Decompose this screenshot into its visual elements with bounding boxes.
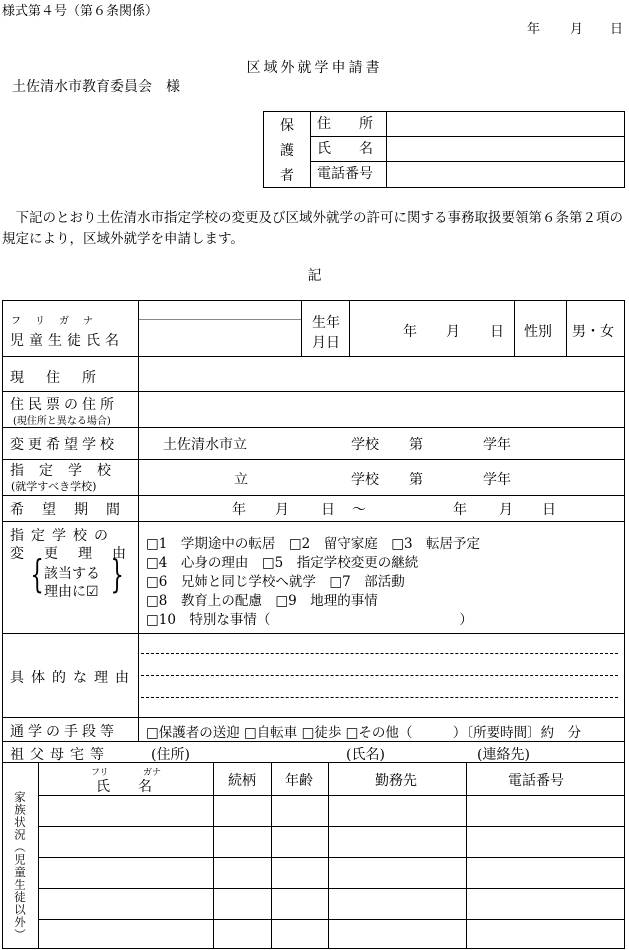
reason-label-1: 指定学校の bbox=[10, 528, 115, 544]
reason-line-1[interactable]: □1 学期途中の転居 □2 留守家庭 □3 転居予定 bbox=[146, 536, 481, 552]
form-title: 区域外就学申請書 bbox=[246, 60, 383, 76]
ki-heading: 記 bbox=[307, 268, 322, 284]
reason-line-3[interactable]: □6 兄姉と同じ学校へ就学 □7 部活動 bbox=[146, 574, 405, 590]
period-label: 希望期間 bbox=[10, 502, 138, 518]
guardian-label bbox=[264, 112, 311, 187]
addressee: 土佐清水市教育委員会 様 bbox=[12, 79, 180, 95]
grandparent-contact[interactable]: (連絡先) bbox=[477, 747, 530, 763]
resident-address-note: (現住所と異なる場合) bbox=[13, 416, 111, 427]
specific-reason-line[interactable] bbox=[141, 653, 618, 654]
intro-paragraph: 下記のとおり土佐清水市指定学校の変更及び区域外就学の許可に関する事務取扱要領第６条第２項の規定により，区域外就学を申請します。 bbox=[2, 210, 623, 247]
designated-school-label: 指定学校 bbox=[10, 463, 126, 479]
guardian-box bbox=[263, 111, 625, 188]
birth-label-1: 生年 bbox=[312, 315, 340, 331]
birth-label-2: 月日 bbox=[312, 335, 340, 351]
family-relation-header: 続柄 bbox=[228, 773, 256, 789]
guardian-address-label: 住 所 bbox=[311, 112, 387, 136]
guardian-label-char: 者 bbox=[280, 168, 294, 184]
designated-grade: 学年 bbox=[483, 472, 511, 488]
form-number: 様式第４号（第６条関係） bbox=[2, 4, 159, 19]
reason-line-4[interactable]: □8 教育上の配慮 □9 地理的事情 bbox=[146, 593, 378, 609]
desired-dai: 第 bbox=[409, 437, 423, 453]
left-brace-icon: { bbox=[30, 552, 44, 596]
date-month: 月 bbox=[570, 22, 584, 37]
specific-reason-line[interactable] bbox=[141, 697, 618, 698]
family-gana: ガナ bbox=[143, 768, 162, 778]
guardian-phone-label: 電話番号 bbox=[311, 162, 387, 188]
period-start-month: 月 bbox=[275, 502, 289, 518]
reason-note-2: 理由に☑ bbox=[44, 584, 99, 600]
desired-school-label: 変更希望学校 bbox=[10, 437, 118, 453]
commute-options[interactable]: □保護者の送迎 □自転車 □徒歩 □その他（ ）〔所要時間〕約 分 bbox=[146, 725, 582, 741]
guardian-address-row[interactable] bbox=[311, 112, 624, 137]
birth-year: 年 bbox=[403, 324, 417, 340]
gender-label: 性別 bbox=[524, 324, 552, 340]
reason-line-2[interactable]: □4 心身の理由 □5 指定学校変更の継続 bbox=[146, 555, 419, 571]
family-side-label: 家族状況（児童生徒以外） bbox=[13, 791, 27, 941]
reason-note-1: 該当する bbox=[44, 566, 100, 582]
family-name-header: 氏 名 bbox=[96, 779, 152, 795]
grandparent-name[interactable]: (氏名) bbox=[346, 747, 385, 763]
period-end-day: 日 bbox=[542, 502, 556, 518]
period-end-month: 月 bbox=[499, 502, 513, 518]
guardian-label-char: 保 bbox=[280, 118, 294, 134]
birth-day: 日 bbox=[490, 324, 504, 340]
current-address-label: 現住所 bbox=[10, 370, 118, 386]
guardian-label-char: 護 bbox=[280, 143, 294, 159]
date-day: 日 bbox=[610, 22, 624, 37]
family-age-header: 年齢 bbox=[285, 773, 313, 789]
reason-line-5[interactable]: □10 特別な事情（ ） bbox=[146, 612, 473, 628]
application-table bbox=[2, 300, 625, 763]
desired-school-city: 土佐清水市立 bbox=[163, 437, 247, 453]
guardian-name-label: 氏 名 bbox=[311, 137, 387, 161]
resident-address-label: 住民票の住所 bbox=[10, 397, 118, 413]
guardian-phone-row[interactable] bbox=[311, 162, 624, 188]
designated-ritsu: 立 bbox=[234, 472, 248, 488]
commute-label: 通学の手段等 bbox=[10, 724, 118, 740]
family-phone-header: 電話番号 bbox=[508, 773, 564, 789]
family-table bbox=[2, 763, 625, 949]
furigana-label: フ リ ガ ナ bbox=[11, 316, 95, 327]
family-workplace-header: 勤務先 bbox=[375, 773, 417, 789]
desired-school-suffix: 学校 bbox=[351, 437, 379, 453]
specific-reason-line[interactable] bbox=[141, 675, 618, 676]
reason-label-2: 変更理由 bbox=[10, 546, 146, 562]
student-name-label: 児童生徒氏名 bbox=[10, 333, 124, 349]
period-start-day: 日 bbox=[321, 502, 335, 518]
grandparent-address[interactable]: (住所) bbox=[151, 747, 190, 763]
date-year: 年 bbox=[527, 22, 541, 37]
designated-school-suffix: 学校 bbox=[351, 472, 379, 488]
period-start-year: 年 bbox=[232, 502, 246, 518]
designated-school-note: (就学すべき学校) bbox=[11, 480, 97, 493]
birth-month: 月 bbox=[446, 324, 460, 340]
family-furi: フリ bbox=[91, 768, 109, 778]
desired-grade: 学年 bbox=[483, 437, 511, 453]
gender-value[interactable]: 男・女 bbox=[572, 324, 614, 340]
specific-reason-label: 具体的な理由 bbox=[10, 670, 136, 686]
period-end-year: 年 bbox=[453, 502, 467, 518]
guardian-name-row[interactable] bbox=[311, 137, 624, 162]
period-tilde: ～ bbox=[352, 502, 366, 518]
grandparent-label: 祖父母宅等 bbox=[10, 747, 110, 763]
right-brace-icon: } bbox=[110, 552, 124, 596]
designated-dai: 第 bbox=[409, 472, 423, 488]
